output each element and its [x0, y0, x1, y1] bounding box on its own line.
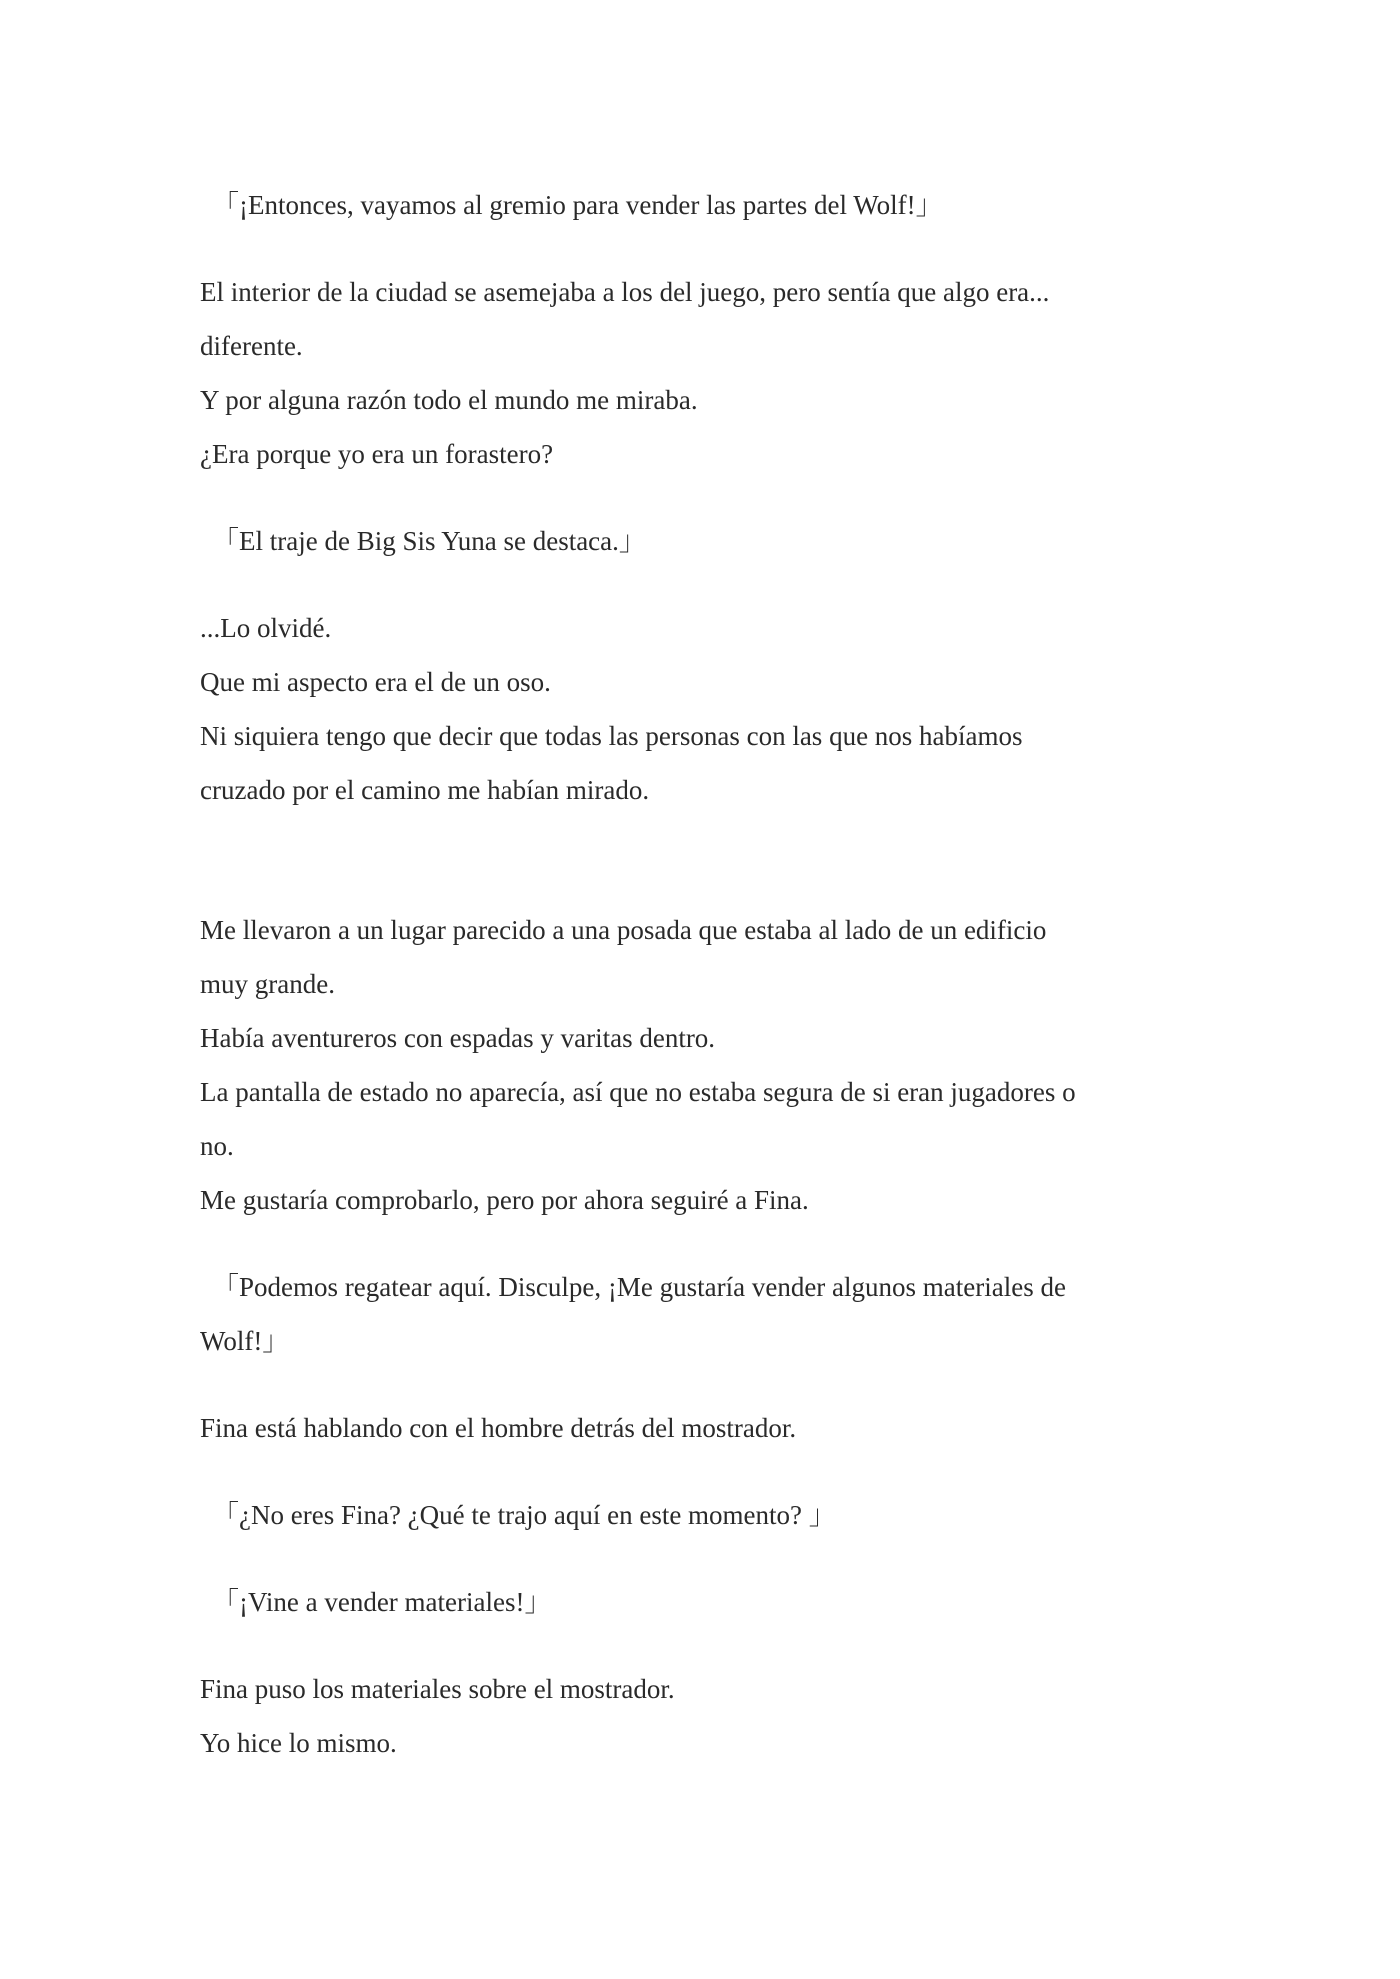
- narration-line: Ni siquiera tengo que decir que todas las personas con las que nos habíamos: [200, 721, 1023, 751]
- narration-line: cruzado por el camino me habían mirado.: [200, 775, 650, 805]
- narration-line: Me gustaría comprobarlo, pero por ahora seguiré a Fina.: [200, 1185, 809, 1215]
- dialogue-line-continued: Wolf!」: [200, 1326, 290, 1356]
- dialogue-line: 「¡Entonces, vayamos al gremio para vender las partes del Wolf!」: [212, 190, 943, 220]
- narration-line: El interior de la ciudad se asemejaba a los del juego, pero sentía que algo era...: [200, 277, 1050, 307]
- paragraph-gap: [200, 1455, 1200, 1488]
- paragraph-gap: [200, 1629, 1200, 1662]
- paragraph-gap: [200, 481, 1200, 514]
- paragraph-gap: [200, 568, 1200, 601]
- narration-line: Fina puso los materiales sobre el mostrador.: [200, 1674, 675, 1704]
- paragraph-gap: [200, 1542, 1200, 1575]
- dialogue-line: 「¿No eres Fina? ¿Qué te trajo aquí en este momento? 」: [212, 1500, 836, 1530]
- narration-line: diferente.: [200, 331, 303, 361]
- narration-line: La pantalla de estado no aparecía, así que no estaba segura de si eran jugadores o: [200, 1077, 1076, 1107]
- narration-line: Yo hice lo mismo.: [200, 1728, 397, 1758]
- paragraph-gap: [200, 1368, 1200, 1401]
- paragraph-gap: [200, 1227, 1200, 1260]
- section-gap: [200, 817, 1200, 903]
- dialogue-line: 「¡Vine a vender materiales!」: [212, 1587, 552, 1617]
- dialogue-line: 「El traje de Big Sis Yuna se destaca.」: [212, 526, 646, 556]
- narration-line: muy grande.: [200, 969, 335, 999]
- narration-line: Que mi aspecto era el de un oso.: [200, 667, 551, 697]
- narration-line: ¿Era porque yo era un forastero?: [200, 439, 554, 469]
- narration-line: Había aventureros con espadas y varitas dentro.: [200, 1023, 716, 1053]
- narration-line: no.: [200, 1131, 234, 1161]
- text-body: [200, 178, 1200, 1770]
- narration-line: Me llevaron a un lugar parecido a una posada que estaba al lado de un edificio: [200, 915, 1047, 945]
- narration-line: ...Lo olvidé.: [200, 613, 332, 643]
- dialogue-line: 「Podemos regatear aquí. Disculpe, ¡Me gustaría vender algunos materiales de: [212, 1272, 1066, 1302]
- narration-line: Fina está hablando con el hombre detrás del mostrador.: [200, 1413, 797, 1443]
- narration-line: Y por alguna razón todo el mundo me miraba.: [200, 385, 698, 415]
- paragraph-gap: [200, 232, 1200, 265]
